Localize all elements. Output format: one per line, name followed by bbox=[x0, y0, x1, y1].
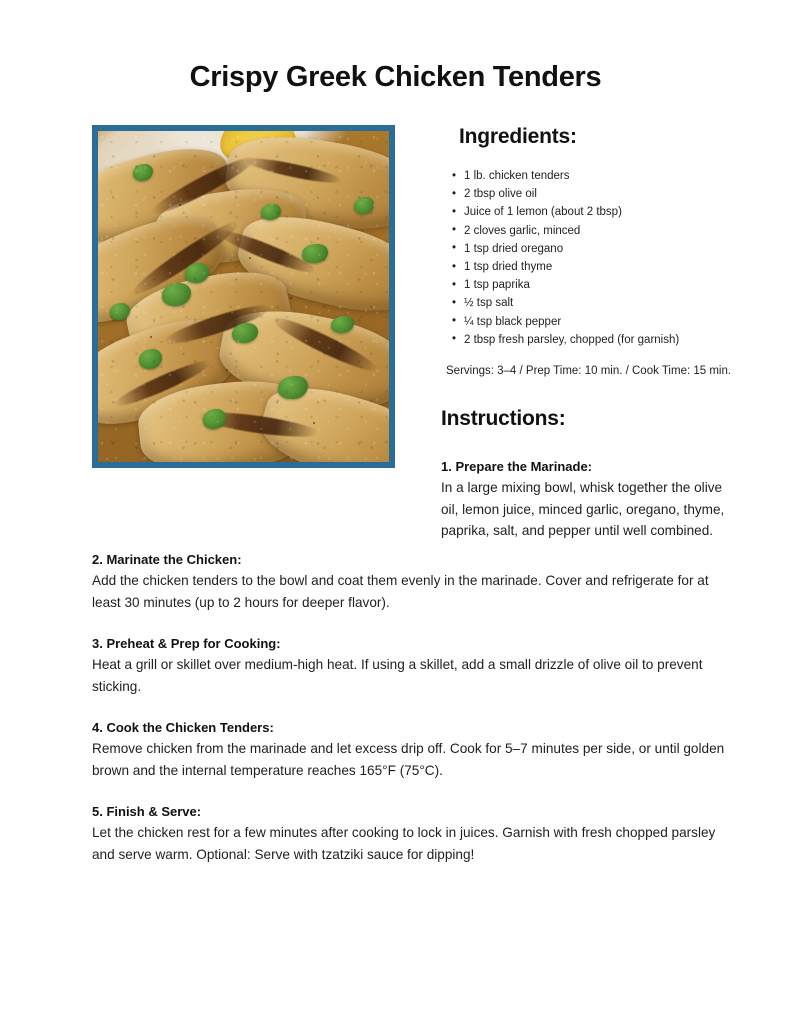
step-body: Let the chicken rest for a few minutes after cooking to lock in juices. Garnish with fresh chopped parsley and serve warm. Optional: Serve with tzatziki sauce for dipping! bbox=[92, 825, 716, 862]
ingredients-list bbox=[441, 167, 741, 349]
pepper-fleck bbox=[290, 297, 292, 299]
list-item: • 2 tbsp olive oil bbox=[452, 185, 741, 203]
ingredients-heading: Ingredients: bbox=[459, 125, 577, 148]
right-column bbox=[441, 125, 741, 542]
instruction-steps-wide bbox=[92, 550, 740, 865]
step-title: 3. Preheat & Prep for Cooking: bbox=[92, 636, 281, 651]
list-item: • 2 tbsp fresh parsley, chopped (for garnish) bbox=[452, 331, 741, 349]
step-body: Heat a grill or skillet over medium-high heat. If using a skillet, add a small drizzle of olive oil to prevent sticking. bbox=[92, 657, 703, 694]
instruction-step-5 bbox=[92, 802, 740, 865]
page-title: Crispy Greek Chicken Tenders bbox=[189, 61, 602, 94]
list-item: • ½ tsp salt bbox=[452, 294, 741, 312]
instruction-step-4 bbox=[92, 718, 740, 781]
servings-prep-cook-meta: Servings: 3–4 / Prep Time: 10 min. / Cook Time: 15 min. bbox=[446, 365, 732, 378]
instruction-step-3 bbox=[92, 634, 740, 697]
step-title: 1. Prepare the Marinade: bbox=[441, 459, 592, 475]
step-title: 2. Marinate the Chicken: bbox=[92, 552, 242, 567]
step-body: In a large mixing bowl, whisk together the olive oil, lemon juice, minced garlic, oregano, thyme, paprika, salt, and pepper until well combined. bbox=[441, 480, 725, 539]
recipe-photo bbox=[98, 131, 389, 462]
instructions-heading: Instructions: bbox=[441, 407, 566, 431]
instruction-step-2 bbox=[92, 550, 740, 613]
step-title: 4. Cook the Chicken Tenders: bbox=[92, 720, 274, 735]
list-item: • 1 tsp paprika bbox=[452, 276, 741, 294]
list-item: • ¼ tsp black pepper bbox=[452, 313, 741, 331]
step-body: Add the chicken tenders to the bowl and coat them evenly in the marinade. Cover and refrigerate for at least 30 minutes (up to 2 hours for deeper flavor). bbox=[92, 573, 709, 610]
list-item: • Juice of 1 lemon (about 2 tbsp) bbox=[452, 203, 741, 221]
list-item: • 1 lb. chicken tenders bbox=[452, 167, 741, 185]
list-item: • 1 tsp dried thyme bbox=[452, 258, 741, 276]
instruction-step-1 bbox=[441, 457, 741, 542]
recipe-photo-frame bbox=[92, 125, 395, 468]
step-title: 5. Finish & Serve: bbox=[92, 804, 202, 819]
step-body: Remove chicken from the marinade and let excess drip off. Cook for 5–7 minutes per side, or until golden brown and the internal temperature reaches 165°F (75°C). bbox=[92, 741, 725, 778]
list-item: • 2 cloves garlic, minced bbox=[452, 222, 741, 240]
list-item: • 1 tsp dried oregano bbox=[452, 240, 741, 258]
